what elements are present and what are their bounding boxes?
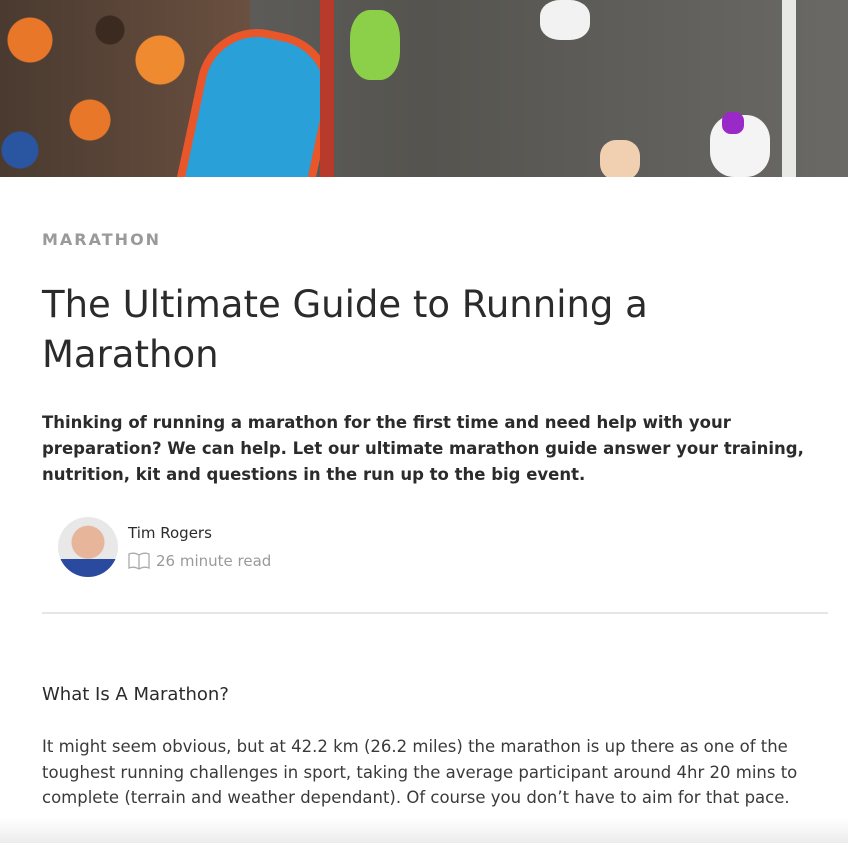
divider [42, 612, 828, 614]
book-icon [128, 552, 150, 570]
runner [600, 140, 640, 177]
road-line [782, 0, 796, 177]
author-block [58, 517, 271, 577]
runner [350, 10, 400, 80]
section-body: It might seem obvious, but at 42.2 km (26.2 miles) the marathon is up there as one of the toughest running challenges in sport, taking the average participant around 4hr 20 mins to complete (terrain and weather dependant). Of course you don’t have to aim for that pace. [42, 737, 798, 807]
barrier [320, 0, 334, 177]
runner [722, 112, 744, 134]
section-heading: What Is A Marathon? [42, 684, 229, 705]
bottom-fade [0, 818, 848, 843]
read-time-text: 26 minute read [156, 552, 272, 570]
hero-image [0, 0, 848, 177]
article-category[interactable]: MARATHON [42, 230, 162, 249]
read-time [128, 552, 271, 570]
avatar [58, 517, 118, 577]
author-name[interactable]: Tim Rogers [128, 524, 212, 542]
article-intro: Thinking of running a marathon for the first time and need help with your preparation? We can help. Let our ultimate marathon guide answer your training, nutrition, kit and questions in the run up to the big event. [42, 413, 804, 484]
article-title: The Ultimate Guide to Running a Marathon [42, 283, 648, 376]
runner [540, 0, 590, 40]
